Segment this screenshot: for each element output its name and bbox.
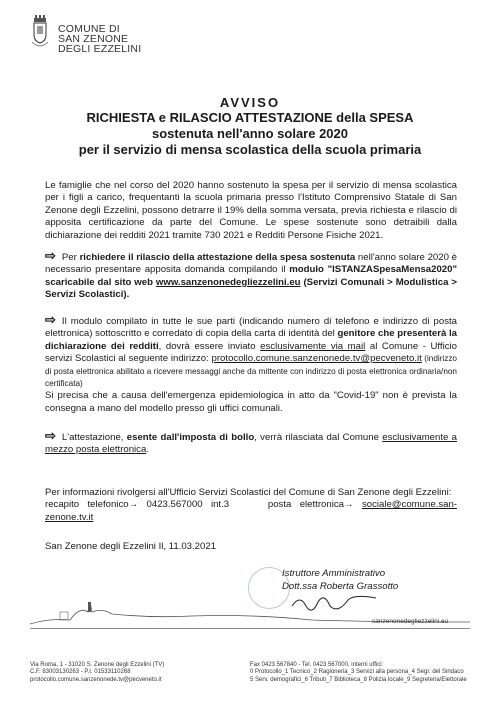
comune-line-2: SAN ZENONE bbox=[58, 33, 129, 45]
footer-divider bbox=[30, 628, 470, 629]
comune-line-1: COMUNE DI bbox=[58, 23, 120, 35]
text: al Comune - Ufficio servizi Scolastici al seguente indirizzo: bbox=[45, 340, 457, 365]
text: esente dall'imposta di bollo bbox=[126, 432, 255, 443]
pec-email-link[interactable]: protocollo.comune.sanzenonede.tv@pecveneto.it bbox=[211, 353, 422, 365]
text: . bbox=[146, 444, 149, 456]
text: Il modulo compilato in tutte le sue parti (indicando numero di telefono e indirizzo di posta elettronica) sottoscritto e corredato di copia della carta di identità del bbox=[45, 316, 457, 340]
signature-block bbox=[282, 567, 398, 593]
comune-line-3: DEGLI EZZELINI bbox=[58, 43, 142, 55]
footer-contacts bbox=[250, 662, 467, 684]
text: (Servizi Comunali > Modulistica > Servizi Scolastici). bbox=[45, 276, 457, 301]
text: modulo "ISTANZASpesaMensa2020" scaricabile dal sito web bbox=[45, 264, 458, 288]
office-extensions-2: 5 Serv. demografici_6 Tributi_7 Biblioteca_8 Polizia locale_9 Segreteria/Elettorale bbox=[250, 676, 467, 683]
address-line: Via Roma, 1 - 31020 S. Zenone degli Ezzelini (TV) bbox=[30, 662, 165, 668]
issuance-paragraph bbox=[45, 430, 457, 457]
text: richiedere il rilascio della attestazione della spesa sostenuta bbox=[79, 252, 356, 263]
signer-name: Dott.ssa Roberta Grassotto bbox=[282, 581, 399, 592]
text: , dovrà essere inviato bbox=[158, 340, 261, 352]
office-extensions-1: 0 Protocollo_1 Tecnico_2 Ragioneria_3 Servizi alla persona_4 Segr. del Sindaco bbox=[250, 669, 464, 676]
text: esclusivamente a mezzo posta elettronica bbox=[45, 432, 458, 456]
title-line-4: per il servizio di mensa scolastica della scuola primaria bbox=[78, 142, 422, 157]
title-line-3: sostenuta nell'anno solare 2020 bbox=[152, 126, 348, 141]
text: esclusivamente via mail bbox=[260, 340, 366, 352]
email-label: posta elettronica→ bbox=[267, 499, 362, 511]
arrow-right-icon: ⇨ bbox=[45, 248, 56, 263]
arrow-right-icon: ⇨ bbox=[45, 312, 56, 327]
title-avviso: AVVISO bbox=[219, 95, 281, 110]
fax-tel: Fax 0423 567840 - Tel. 0423 567000, interni uffici: bbox=[250, 662, 384, 668]
submission-paragraph bbox=[45, 314, 457, 415]
website-footer: sanzenonedegliezzelini.eu bbox=[372, 618, 449, 625]
website-link[interactable]: www.sanzenonedegliezzelini.eu bbox=[155, 276, 301, 288]
text: , verrà rilasciata dal Comune bbox=[254, 432, 383, 443]
covid-note: Si precisa che a causa dell'emergenza epidemiologica in atto da "Covid-19" non è prevista la consegna a mano del modello presso gli uffici comunali. bbox=[45, 390, 457, 414]
document-date: San Zenone degli Ezzelini Il, 11.03.2021 bbox=[45, 541, 217, 552]
text: L'attestazione, bbox=[61, 432, 127, 443]
text: Per bbox=[61, 252, 80, 263]
phone-label: recapito telefonico→ bbox=[45, 499, 147, 511]
footer-address bbox=[30, 662, 164, 684]
pec-address: protocollo.comune.sanzenonede.tv@pecveneto.it bbox=[30, 676, 162, 683]
text: nell'anno solare 2020 è necessario presentare apposita domanda compilando il bbox=[45, 252, 458, 276]
text: genitore che presenterà la dichiarazione dei redditi bbox=[45, 328, 457, 352]
municipality-name bbox=[58, 24, 141, 54]
contact-email-link[interactable]: sociale@comune.san-zenone.tv.it bbox=[45, 499, 457, 523]
info-paragraph bbox=[45, 487, 457, 524]
tax-codes: C.F. 83003130263 - P.I. 01533110268 bbox=[30, 669, 131, 676]
arrow-right-icon: ⇨ bbox=[45, 428, 56, 443]
phone-number: 0423.567000 int.3 bbox=[146, 499, 230, 511]
title-line-2: RICHIESTA e RILASCIO ATTESTAZIONE della SPESA bbox=[86, 110, 414, 125]
intro-paragraph: Le famiglie che nel corso del 2020 hanno sostenuto la spesa per il servizio di mensa scolastica per i figli a carico, frequentanti la scuola primaria presso l'Istituto Comprensivo Statale di San Zenone degli Ezzelini, possono detrarre il 19% della somma versata, previa richiesta e rilascio di apposita certificazione da parte del Comune. Le spese sostenute sono detraibili dalla dichiarazione dei redditi 2021 tramite 730 2021 e Redditi Persone Fisiche 2021. bbox=[45, 180, 457, 241]
info-line: Per informazioni rivolgersi all'Ufficio Servizi Scolastici del Comune di San Zenone degli Ezzelini: bbox=[45, 487, 452, 498]
signer-role: Istruttore Amministrativo bbox=[282, 568, 386, 579]
text: (indirizzo di posta elettronica abilitato a ricevere messaggi anche da mittente con indirizzo di posta elettronica ordinaria/non certificata) bbox=[45, 354, 457, 389]
request-paragraph bbox=[45, 250, 457, 302]
